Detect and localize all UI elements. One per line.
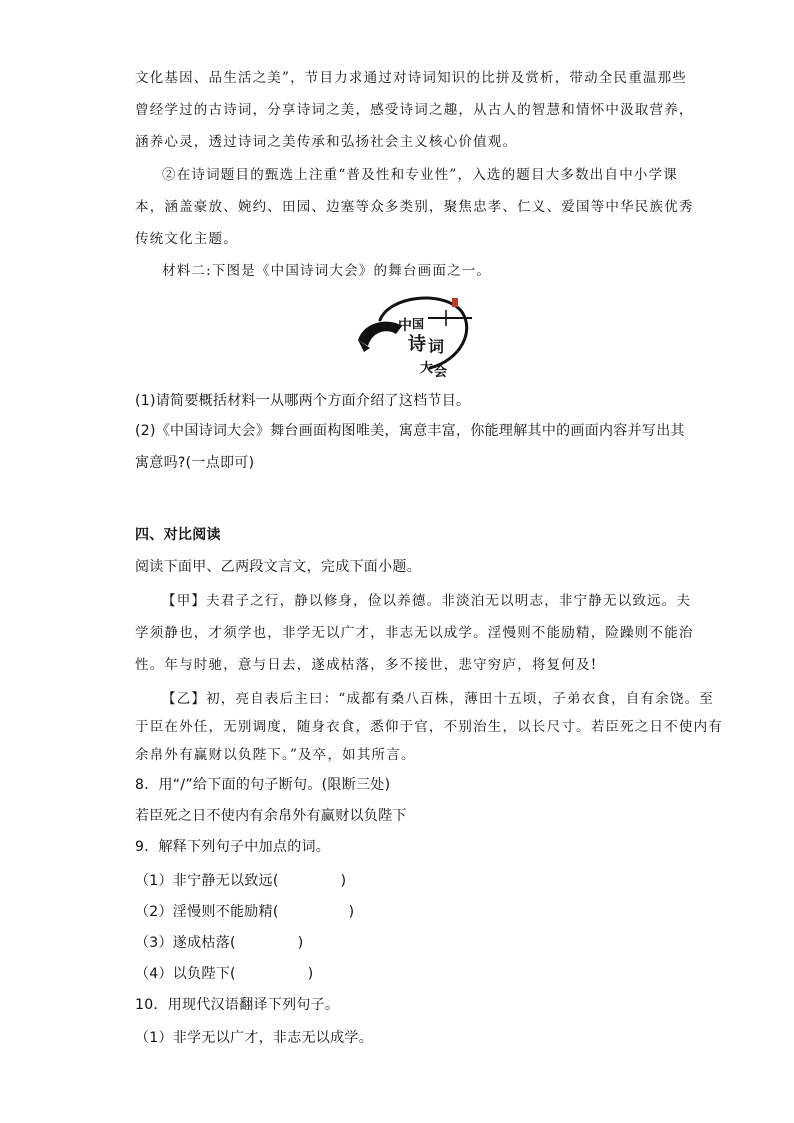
question-2-line-1: (2)《中国诗词大会》舞台画面构图唯美，寓意丰富，你能理解其中的画面内容并写出其: [135, 423, 685, 439]
question-9-item-1-text: （1）非宁静无以致远(: [135, 873, 279, 889]
material-one-line-5: 本，涵盖豪放、婉约、田园、边塞等众多类别，聚焦忠孝、仁义、爱国等中华民族优秀: [135, 199, 694, 215]
section-four-title: 四、对比阅读: [135, 527, 221, 543]
material-one-line-6: 传统文化主题。: [135, 231, 238, 247]
question-9-prompt: 9．解释下列句子中加点的词。: [135, 839, 331, 855]
logo-char-1: 中: [398, 318, 412, 334]
material-one-line-3: 涵养心灵，透过诗词之美传承和弘扬社会主义核心价值观。: [135, 134, 518, 150]
passage-jia-line-1: 【甲】夫君子之行，静以修身，俭以养德。非淡泊无以明志，非宁静无以致远。夫: [162, 593, 692, 609]
question-9-item-2: [135, 901, 354, 921]
passage-jia-line-2: 学须静也，才须学也，非学无以广才，非志无以成学。淫慢则不能励精，险躁则不能治: [135, 625, 694, 641]
question-9-item-2-text: （2）淫慢则不能励精(: [135, 904, 279, 920]
question-9-item-4: [135, 963, 314, 983]
question-9-item-1: [135, 870, 346, 890]
logo-char-3: 诗: [408, 334, 426, 355]
material-two-intro: 材料二:下图是《中国诗词大会》的舞台画面之一。: [162, 263, 492, 279]
question-9-item-2-close: ): [348, 904, 355, 920]
passage-yi-line-1: 【乙】初，亮自表后主曰：“成都有桑八百株，薄田十五顷，子弟衣食，自有余饶。至: [162, 691, 715, 707]
section-four-instruction: 阅读下面甲、乙两段文言文，完成下面小题。: [135, 559, 421, 575]
material-one-line-4: ②在诗词题目的甄选上注重“普及性和专业性”，入选的题目大多数出自中小学课: [162, 167, 679, 183]
question-9-item-4-close: ): [307, 966, 314, 982]
passage-jia-line-3: 性。年与时驰，意与日去，遂成枯落，多不接世，悲守穷庐，将复何及!: [135, 657, 598, 673]
poetry-conference-logo: [350, 290, 475, 385]
question-8-prompt: 8．用“/”给下面的句子断句。(限断三处): [135, 777, 391, 793]
question-10-prompt: 10．用现代汉语翻译下列句子。: [135, 997, 340, 1013]
question-1: (1)请简要概括材料一从哪两个方面介绍了这档节目。: [135, 393, 471, 409]
question-2-line-2: 寓意吗?(一点即可): [135, 455, 255, 471]
passage-yi-line-2: 于臣在外任，无别调度，随身衣食，悉仰于官，不别治生，以长尺寸。若臣死之日不使内有: [135, 719, 723, 735]
question-9-item-1-close: ): [340, 873, 347, 889]
question-8-sentence: 若臣死之日不使内有余帛外有赢财以负陛下: [135, 808, 407, 824]
question-10-item-1: （1）非学无以广才，非志无以成学。: [135, 1030, 374, 1046]
question-9-item-4-text: （4）以负陛下(: [135, 966, 236, 982]
question-9-item-3-text: （3）遂成枯落(: [135, 935, 236, 951]
logo-char-5: 大: [420, 361, 434, 376]
logo-char-4: 词: [428, 337, 445, 356]
material-one-line-1: 文化基因、品生活之美”，节目力求通过对诗词知识的比拼及赏析，带动全民重温那些: [135, 70, 688, 86]
logo-char-6: 会: [434, 365, 448, 380]
logo-graphic: [350, 290, 475, 385]
logo-char-2: 国: [412, 317, 425, 331]
question-9-item-3-close: ): [297, 935, 304, 951]
material-one-line-2: 曾经学过的古诗词，分享诗词之美，感受诗词之趣，从古人的智慧和情怀中汲取营养，: [135, 102, 694, 118]
question-9-item-3: [135, 932, 304, 952]
passage-yi-line-3: 余帛外有赢财以负陛下。”及卒，如其所言。: [135, 747, 416, 763]
